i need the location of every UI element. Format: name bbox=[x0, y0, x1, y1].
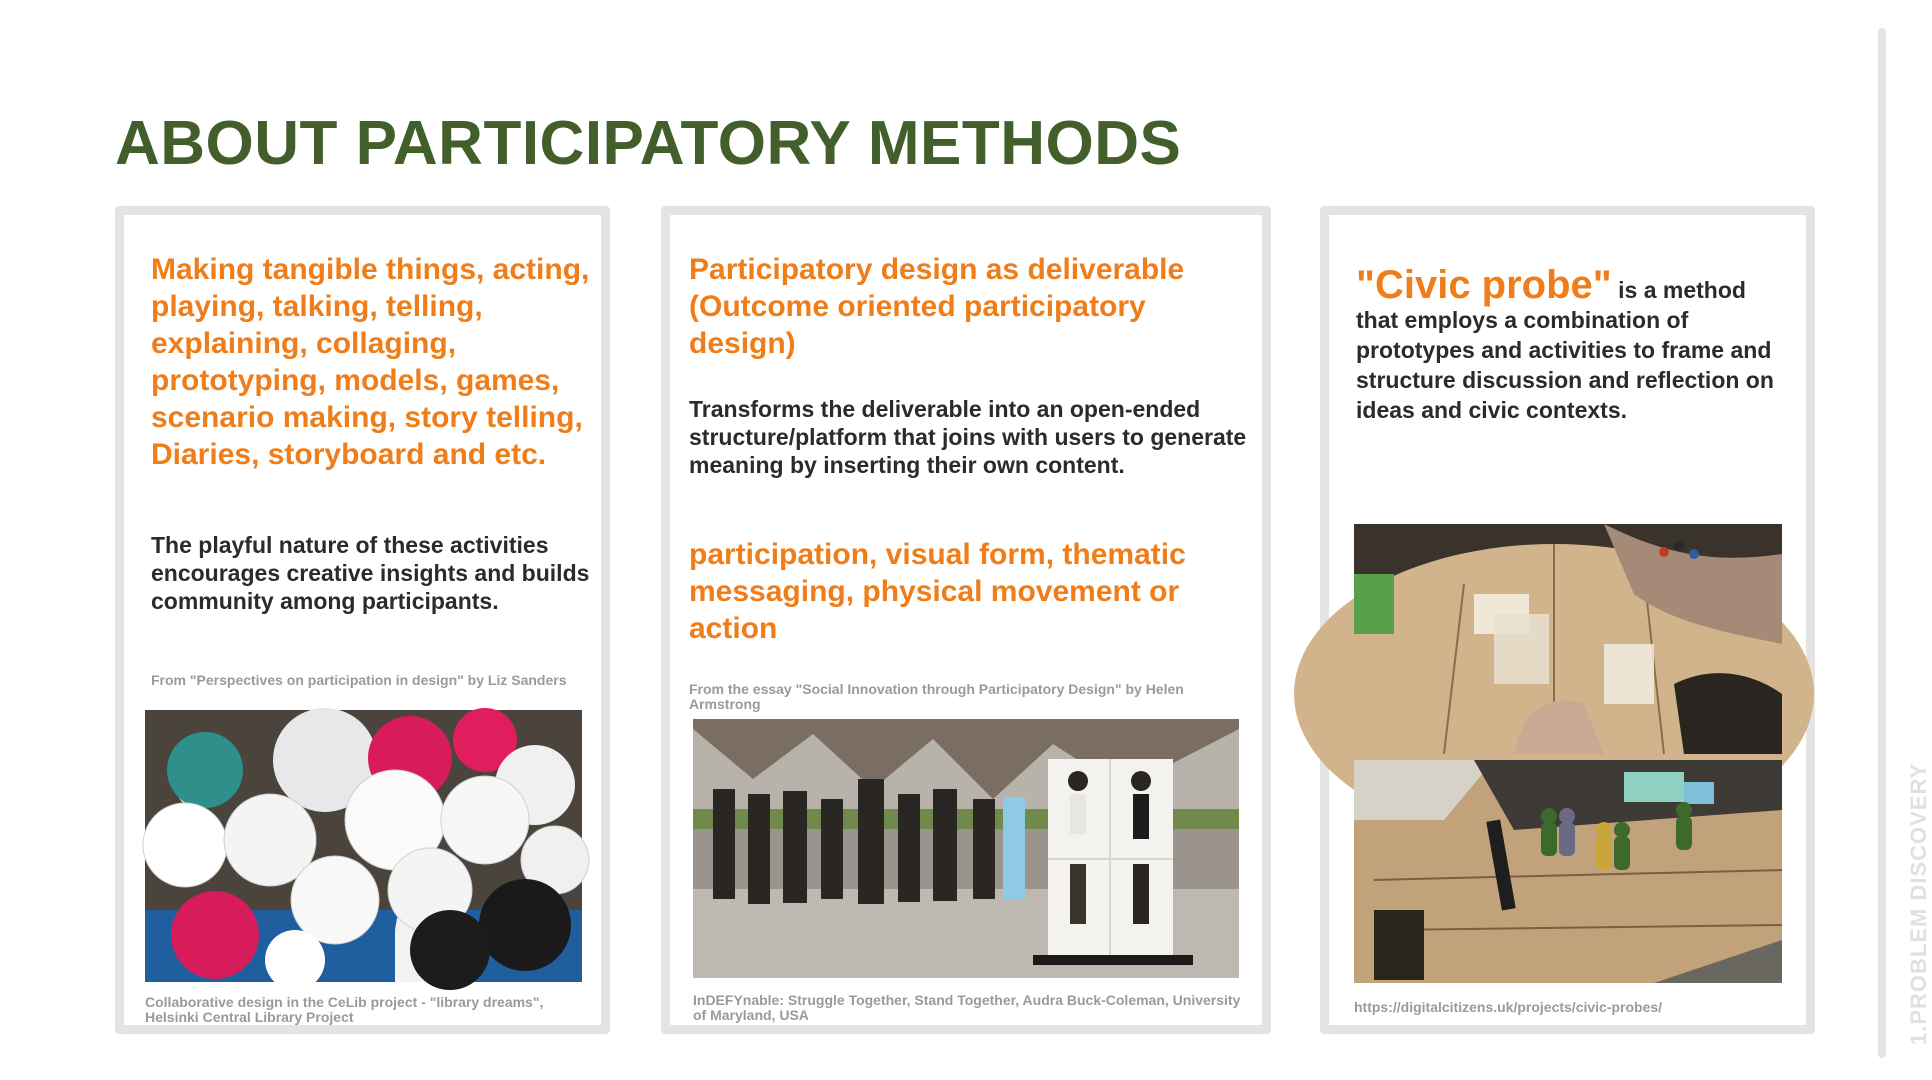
card-body: Transforms the deliverable into an open-ended structure/platform that joins with users to generate meaning by inserting their own content. bbox=[689, 396, 1247, 478]
indefynable-photo bbox=[693, 719, 1239, 978]
civic-probe-illustration-2 bbox=[1354, 760, 1782, 983]
civic-probe-photo-2 bbox=[1354, 760, 1782, 983]
civic-probe-description bbox=[1356, 263, 1776, 425]
image-caption: InDEFYnable: Struggle Together, Stand Together, Audra Buck-Coleman, University of Maryland, USA bbox=[693, 992, 1241, 1023]
section-label: 1.PROBLEM DISCOVERY bbox=[1906, 762, 1931, 1045]
card-heading: Making tangible things, acting, playing, talking, telling, explaining, collaging, prototyping, models, games, scenario making, story telling, Diaries, storyboard and etc. bbox=[151, 253, 590, 471]
image-caption: Collaborative design in the CeLib project - "library dreams", Helsinki Central Library Project bbox=[145, 994, 544, 1025]
card-body: The playful nature of these activities encourages creative insights and builds community among participants. bbox=[151, 532, 590, 614]
source-url[interactable]: https://digitalcitizens.uk/projects/civic-probes/ bbox=[1354, 999, 1663, 1015]
civic-probe-illustration-1 bbox=[1354, 524, 1782, 754]
card-civic-probe bbox=[1320, 206, 1815, 1034]
card-source: From "Perspectives on participation in design" by Liz Sanders bbox=[151, 672, 567, 688]
side-scroll-track bbox=[1878, 28, 1886, 1058]
civic-probe-photo-1 bbox=[1354, 524, 1782, 754]
library-dreams-illustration bbox=[145, 710, 582, 982]
card-deliverable bbox=[661, 206, 1271, 1034]
civic-probe-term: "Civic probe" bbox=[1356, 263, 1612, 307]
card-activities bbox=[115, 206, 610, 1034]
civic-probe-definition: is a method that employs a combination of prototypes and activities to frame and structure discussion and reflection on ideas and civic contexts. bbox=[1356, 277, 1774, 423]
indefynable-illustration bbox=[693, 719, 1239, 978]
card-source: From the essay "Social Innovation through Participatory Design" by Helen Armstrong bbox=[689, 681, 1184, 712]
card-heading: Participatory design as deliverable (Outcome oriented participatory design) bbox=[689, 253, 1185, 360]
library-dreams-photo bbox=[145, 710, 582, 982]
slide-title: ABOUT PARTICIPATORY METHODS bbox=[115, 109, 1182, 178]
card-keywords: participation, visual form, thematic messaging, physical movement or action bbox=[689, 538, 1186, 645]
